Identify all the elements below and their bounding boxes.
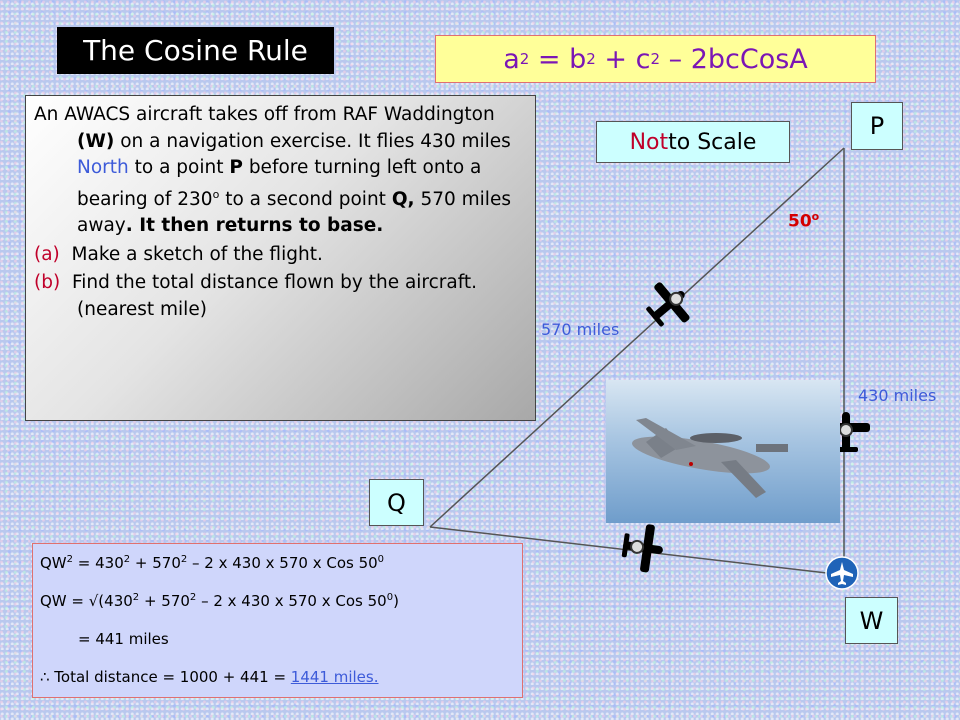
part-b: (b) Find the total distance flown by the aircraft. (nearest mile) [34,272,478,320]
solution-box [32,543,523,698]
part-a: (a) Make a sketch of the flight. [34,243,323,265]
plane-icon-qp [638,274,699,336]
angle-p-label: 50$^o$ [788,210,820,232]
plane-icon-qw [620,521,666,574]
distance-qp-label: 570 miles [541,320,620,339]
distance-pw-label: 430 miles [858,386,937,405]
not-to-scale-label: Not to Scale [596,121,790,163]
solution-line-3: = 441 miles [78,630,169,648]
solution-line-4: ∴ Total distance = 1000 + 441 = 1441 miles. [40,668,379,686]
slide-title: The Cosine Rule [57,27,334,74]
point-q-label: Q [369,479,424,526]
final-answer: 1441 miles. [290,668,379,686]
problem-intro: An AWACS aircraft takes off from RAF Waddington (W) on a navigation exercise. It flies 430 miles North to a point P before turning left onto a bearing of 230$^o$ to a second point Q, 570 miles away. It then returns to base. [34,104,511,237]
awacs-photo [606,380,840,523]
point-w-label: W [845,597,898,644]
airfield-icon [826,557,858,589]
solution-line-1: $QW^2 = 430^2 + 570^2 - 2$ x 430 x 570 x Cos $50^0$ [40,554,385,572]
cosine-rule-formula: a 2 = b 2 + c 2 – 2bcCosA [435,35,876,83]
solution-line-2: QW = $√(430^2 + 570^2 - 2$ x 430 x 570 x Cos $50^0$) [40,592,399,610]
point-p-label: P [851,102,903,150]
